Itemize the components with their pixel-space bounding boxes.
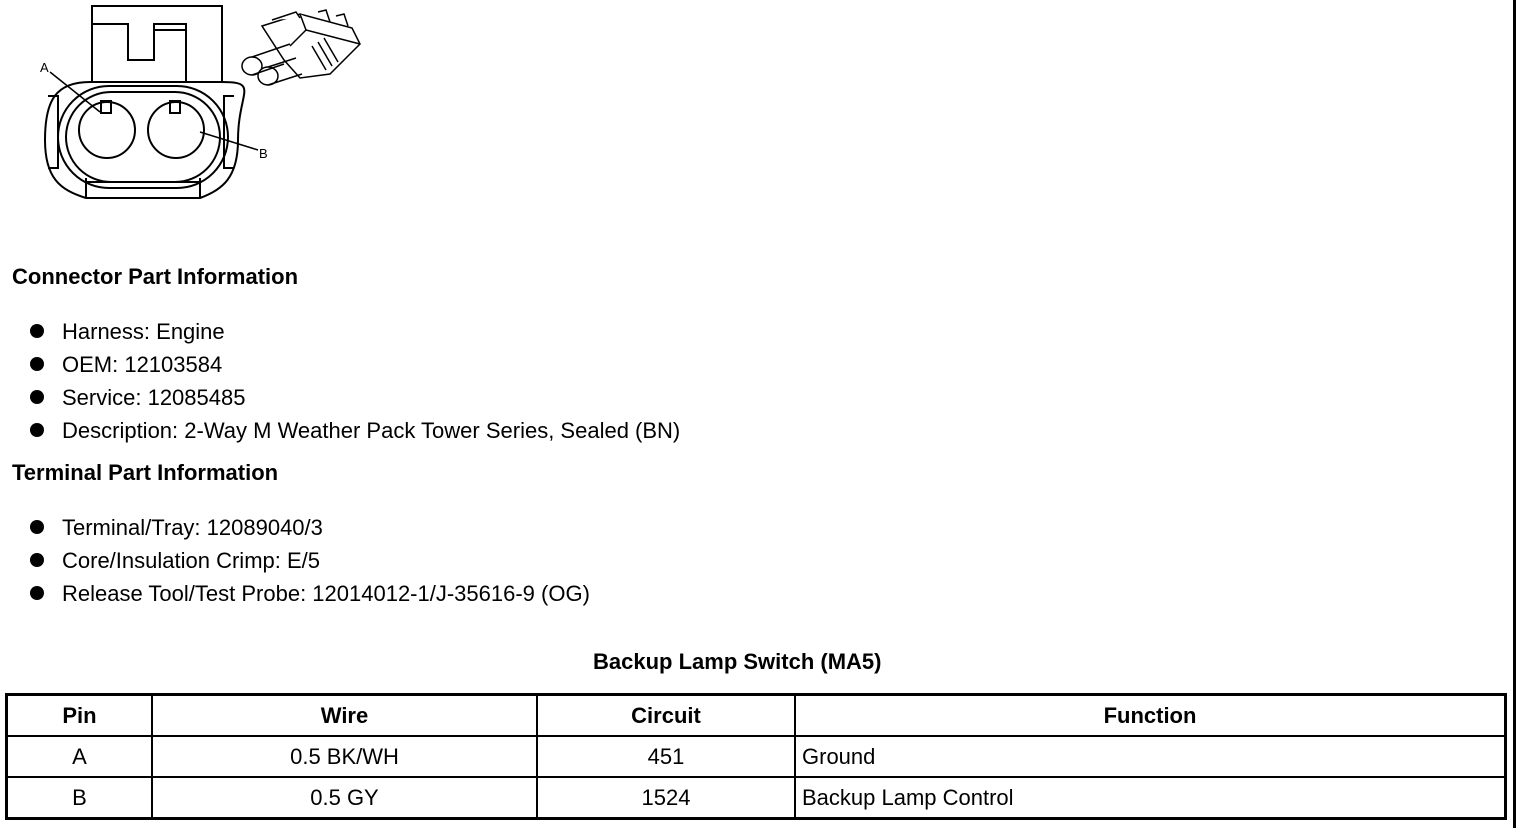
header-pin: Pin — [7, 695, 153, 737]
terminal-info-title: Terminal Part Information — [12, 460, 279, 485]
cell-wire: 0.5 BK/WH — [152, 736, 537, 777]
terminal-info-list — [28, 511, 590, 610]
cavity-label-a: A — [40, 60, 49, 75]
pin-table-title: Backup Lamp Switch (MA5) — [593, 649, 882, 674]
cavity-label-b: B — [259, 146, 268, 161]
pin-table — [5, 693, 1507, 820]
list-item: Release Tool/Test Probe: 12014012-1/J-35616-9 (OG) — [28, 577, 590, 610]
cell-wire: 0.5 GY — [152, 777, 537, 819]
cell-function: Ground — [795, 736, 1506, 777]
list-item: OEM: 12103584 — [28, 348, 680, 381]
table-header-row — [7, 695, 1506, 737]
list-item: Harness: Engine — [28, 315, 680, 348]
header-function: Function — [795, 695, 1506, 737]
table-row — [7, 777, 1506, 819]
list-item: Core/Insulation Crimp: E/5 — [28, 544, 590, 577]
cell-function: Backup Lamp Control — [795, 777, 1506, 819]
cell-pin: A — [7, 736, 153, 777]
connector-diagram — [0, 0, 380, 215]
header-circuit: Circuit — [537, 695, 795, 737]
connector-info-title: Connector Part Information — [12, 264, 299, 289]
connector-info-list — [28, 315, 680, 447]
cell-circuit: 1524 — [537, 777, 795, 819]
header-wire: Wire — [152, 695, 537, 737]
cell-circuit: 451 — [537, 736, 795, 777]
list-item: Service: 12085485 — [28, 381, 680, 414]
table-row — [7, 736, 1506, 777]
list-item: Terminal/Tray: 12089040/3 — [28, 511, 590, 544]
list-item: Description: 2-Way M Weather Pack Tower Series, Sealed (BN) — [28, 414, 680, 447]
page-right-border — [1513, 0, 1516, 828]
cell-pin: B — [7, 777, 153, 819]
connector-iso-drawing — [242, 10, 360, 85]
connector-face-drawing — [0, 0, 380, 215]
